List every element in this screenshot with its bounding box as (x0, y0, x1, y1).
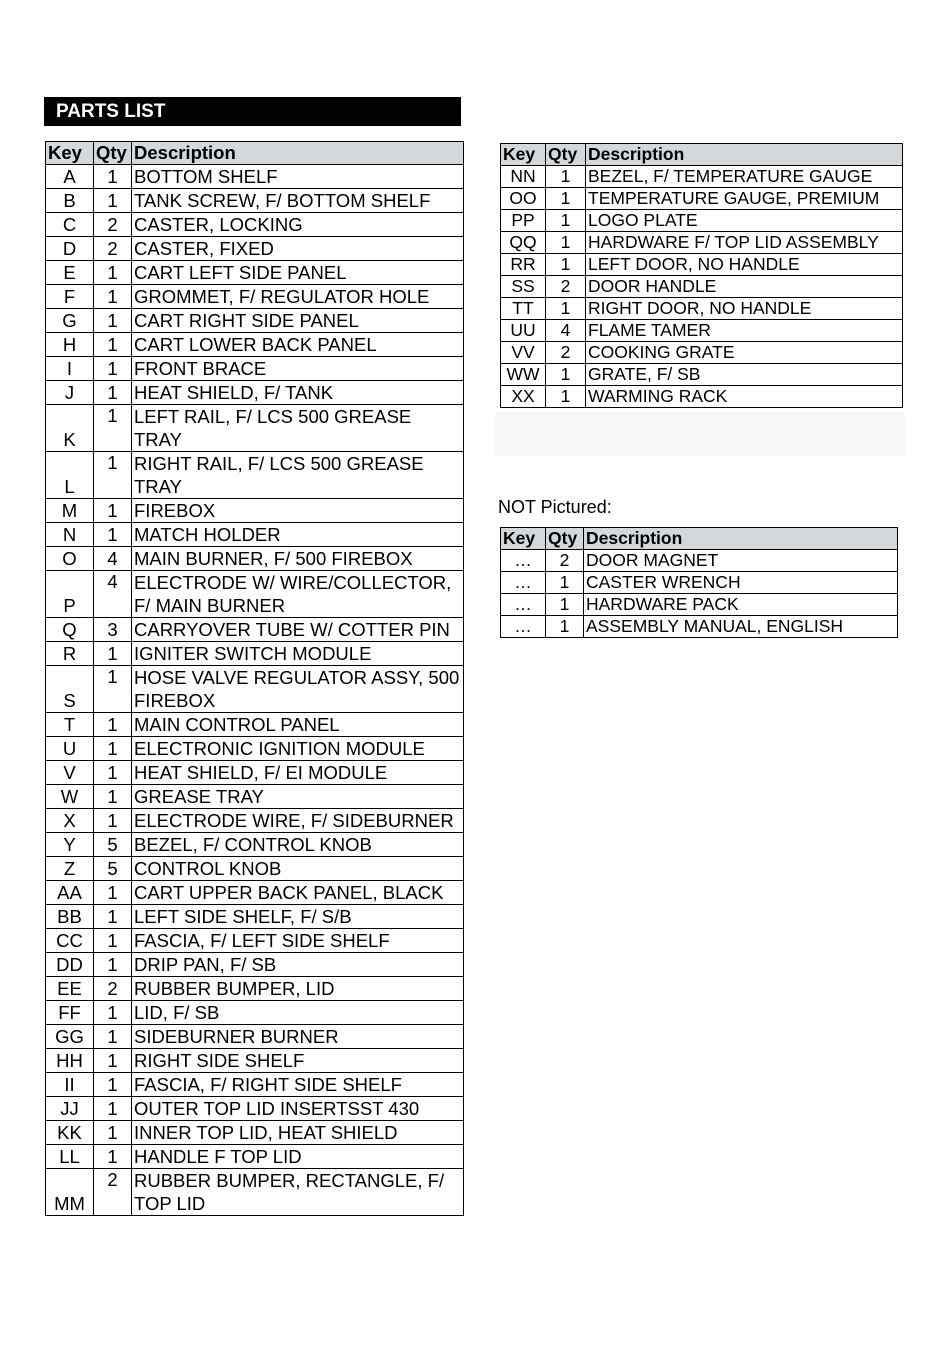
part-description: CART RIGHT SIDE PANEL (132, 309, 464, 333)
table-header-row (46, 142, 464, 165)
part-key: CC (46, 929, 94, 953)
part-description: CART UPPER BACK PANEL, BLACK (132, 881, 464, 905)
table-row (501, 188, 903, 210)
key-header: Key (501, 528, 546, 550)
part-qty: 1 (94, 1097, 132, 1121)
part-qty: 1 (94, 1121, 132, 1145)
part-description: DRIP PAN, F/ SB (132, 953, 464, 977)
part-key: VV (501, 342, 546, 364)
part-key: T (46, 713, 94, 737)
part-qty: 1 (546, 364, 586, 386)
part-description: SIDEBURNER BURNER (132, 1025, 464, 1049)
table-row (46, 857, 464, 881)
main-parts-table (45, 141, 464, 1216)
table-header-row (501, 528, 898, 550)
part-description: LOGO PLATE (586, 210, 903, 232)
part-key: KK (46, 1121, 94, 1145)
part-description: MAIN BURNER, F/ 500 FIREBOX (132, 547, 464, 571)
part-description: GREASE TRAY (132, 785, 464, 809)
part-qty: 1 (546, 232, 586, 254)
part-qty: 2 (546, 342, 586, 364)
part-description: INNER TOP LID, HEAT SHIELD (132, 1121, 464, 1145)
part-description: HOSE VALVE REGULATOR ASSY, 500 FIREBOX (132, 666, 464, 713)
part-qty: 2 (94, 213, 132, 237)
part-key: C (46, 213, 94, 237)
part-description: RIGHT SIDE SHELF (132, 1049, 464, 1073)
part-qty: 1 (94, 761, 132, 785)
part-key: XX (501, 386, 546, 408)
table-row (46, 977, 464, 1001)
part-key: NN (501, 166, 546, 188)
part-key: II (46, 1073, 94, 1097)
part-qty: 1 (94, 1145, 132, 1169)
table-row (46, 929, 464, 953)
part-description: BEZEL, F/ CONTROL KNOB (132, 833, 464, 857)
part-qty: 1 (546, 210, 586, 232)
right-parts-table (500, 143, 903, 408)
qty-header: Qty (94, 142, 132, 165)
table-row (46, 309, 464, 333)
table-row (46, 285, 464, 309)
part-description: IGNITER SWITCH MODULE (132, 642, 464, 666)
part-description: CASTER, FIXED (132, 237, 464, 261)
part-qty: 2 (94, 977, 132, 1001)
table-row (501, 166, 903, 188)
part-description: CASTER, LOCKING (132, 213, 464, 237)
part-qty: 1 (94, 1049, 132, 1073)
part-description: LEFT RAIL, F/ LCS 500 GREASE TRAY (132, 405, 464, 452)
table-row (501, 342, 903, 364)
part-key: … (501, 572, 546, 594)
part-description: CONTROL KNOB (132, 857, 464, 881)
key-header: Key (501, 144, 546, 166)
part-description: HANDLE F TOP LID (132, 1145, 464, 1169)
table-row (46, 905, 464, 929)
parts-list-title: PARTS LIST (44, 97, 461, 126)
part-key: W (46, 785, 94, 809)
part-description: GROMMET, F/ REGULATOR HOLE (132, 285, 464, 309)
part-key: R (46, 642, 94, 666)
part-key: N (46, 523, 94, 547)
key-header: Key (46, 142, 94, 165)
part-qty: 1 (94, 1025, 132, 1049)
part-qty: 1 (546, 572, 584, 594)
part-key: WW (501, 364, 546, 386)
part-key: SS (501, 276, 546, 298)
part-description: CART LEFT SIDE PANEL (132, 261, 464, 285)
part-qty: 1 (94, 523, 132, 547)
part-qty: 1 (94, 405, 132, 452)
part-description: LEFT DOOR, NO HANDLE (586, 254, 903, 276)
part-key: QQ (501, 232, 546, 254)
table-row (501, 364, 903, 386)
table-row (46, 833, 464, 857)
part-description: CART LOWER BACK PANEL (132, 333, 464, 357)
part-key: F (46, 285, 94, 309)
table-row (501, 210, 903, 232)
part-qty: 1 (94, 165, 132, 189)
part-key: AA (46, 881, 94, 905)
table-row (501, 386, 903, 408)
part-qty: 1 (94, 905, 132, 929)
table-row (501, 276, 903, 298)
part-key: LL (46, 1145, 94, 1169)
part-qty: 4 (94, 571, 132, 618)
part-description: FASCIA, F/ RIGHT SIDE SHELF (132, 1073, 464, 1097)
table-row (46, 547, 464, 571)
table-row (46, 189, 464, 213)
part-description: RIGHT RAIL, F/ LCS 500 GREASE TRAY (132, 452, 464, 499)
part-qty: 5 (94, 833, 132, 857)
main-table-body (46, 165, 464, 1216)
part-qty: 1 (546, 594, 584, 616)
table-row (46, 523, 464, 547)
table-row (46, 666, 464, 713)
part-qty: 1 (546, 188, 586, 210)
table-row (46, 1121, 464, 1145)
part-description: FASCIA, F/ LEFT SIDE SHELF (132, 929, 464, 953)
part-description: HARDWARE PACK (584, 594, 898, 616)
part-key: B (46, 189, 94, 213)
table-row (46, 881, 464, 905)
part-qty: 1 (94, 381, 132, 405)
table-row (46, 452, 464, 499)
description-header: Description (586, 144, 903, 166)
part-description: ELECTRONIC IGNITION MODULE (132, 737, 464, 761)
part-description: HEAT SHIELD, F/ TANK (132, 381, 464, 405)
description-header: Description (132, 142, 464, 165)
part-qty: 5 (94, 857, 132, 881)
part-key: TT (501, 298, 546, 320)
part-description: ELECTRODE W/ WIRE/COLLECTOR, F/ MAIN BURNER (132, 571, 464, 618)
part-key: GG (46, 1025, 94, 1049)
table-row (46, 737, 464, 761)
part-qty: 1 (94, 333, 132, 357)
table-row (46, 333, 464, 357)
table-header-row (501, 144, 903, 166)
table-row (46, 1169, 464, 1216)
part-qty: 1 (94, 953, 132, 977)
part-qty: 2 (94, 237, 132, 261)
part-description: WARMING RACK (586, 386, 903, 408)
part-key: Y (46, 833, 94, 857)
part-key: O (46, 547, 94, 571)
qty-header: Qty (546, 528, 584, 550)
not-pictured-table (500, 527, 898, 638)
part-key: MM (46, 1169, 94, 1216)
part-key: V (46, 761, 94, 785)
part-description: FIREBOX (132, 499, 464, 523)
part-key: U (46, 737, 94, 761)
part-qty: 1 (94, 261, 132, 285)
part-description: TANK SCREW, F/ BOTTOM SHELF (132, 189, 464, 213)
table-row (46, 499, 464, 523)
table-row (501, 616, 898, 638)
part-key: EE (46, 977, 94, 1001)
part-key: PP (501, 210, 546, 232)
part-description: MATCH HOLDER (132, 523, 464, 547)
part-description: COOKING GRATE (586, 342, 903, 364)
table-row (46, 1049, 464, 1073)
table-row (501, 298, 903, 320)
part-key: L (46, 452, 94, 499)
part-description: RUBBER BUMPER, RECTANGLE, F/ TOP LID (132, 1169, 464, 1216)
not-pictured-table-body (501, 550, 898, 638)
part-key: JJ (46, 1097, 94, 1121)
part-qty: 1 (94, 737, 132, 761)
part-description: ASSEMBLY MANUAL, ENGLISH (584, 616, 898, 638)
table-row (46, 1001, 464, 1025)
part-key: RR (501, 254, 546, 276)
part-key: I (46, 357, 94, 381)
part-qty: 1 (94, 309, 132, 333)
table-row (501, 594, 898, 616)
part-key: UU (501, 320, 546, 342)
part-qty: 1 (94, 666, 132, 713)
part-key: … (501, 616, 546, 638)
part-qty: 1 (94, 785, 132, 809)
table-row (46, 761, 464, 785)
table-row (46, 618, 464, 642)
part-key: M (46, 499, 94, 523)
part-description: OUTER TOP LID INSERTSST 430 (132, 1097, 464, 1121)
part-key: A (46, 165, 94, 189)
part-qty: 1 (546, 166, 586, 188)
part-description: DOOR MAGNET (584, 550, 898, 572)
part-description: ELECTRODE WIRE, F/ SIDEBURNER (132, 809, 464, 833)
table-row (501, 232, 903, 254)
part-description: RUBBER BUMPER, LID (132, 977, 464, 1001)
not-pictured-label: NOT Pictured: (498, 497, 612, 517)
table-row (501, 320, 903, 342)
table-row (46, 785, 464, 809)
part-key: G (46, 309, 94, 333)
part-description: HARDWARE F/ TOP LID ASSEMBLY (586, 232, 903, 254)
table-row (501, 550, 898, 572)
part-qty: 1 (94, 1001, 132, 1025)
part-qty: 1 (94, 929, 132, 953)
part-key: X (46, 809, 94, 833)
shaded-area (495, 412, 905, 456)
part-key: … (501, 550, 546, 572)
table-row (46, 713, 464, 737)
qty-header: Qty (546, 144, 586, 166)
part-qty: 2 (546, 550, 584, 572)
table-row (46, 642, 464, 666)
part-qty: 1 (94, 285, 132, 309)
part-key: FF (46, 1001, 94, 1025)
table-row (46, 1097, 464, 1121)
part-description: CASTER WRENCH (584, 572, 898, 594)
part-description: TEMPERATURE GAUGE, PREMIUM (586, 188, 903, 210)
part-key: Z (46, 857, 94, 881)
part-description: RIGHT DOOR, NO HANDLE (586, 298, 903, 320)
description-header: Description (584, 528, 898, 550)
part-key: DD (46, 953, 94, 977)
part-qty: 1 (94, 452, 132, 499)
part-description: FLAME TAMER (586, 320, 903, 342)
part-key: J (46, 381, 94, 405)
part-qty: 1 (546, 298, 586, 320)
part-qty: 4 (546, 320, 586, 342)
part-qty: 4 (94, 547, 132, 571)
part-key: E (46, 261, 94, 285)
part-qty: 2 (546, 276, 586, 298)
part-qty: 3 (94, 618, 132, 642)
part-qty: 1 (94, 1073, 132, 1097)
table-row (46, 953, 464, 977)
part-description: LID, F/ SB (132, 1001, 464, 1025)
part-qty: 1 (94, 357, 132, 381)
right-table-body (501, 166, 903, 408)
part-qty: 1 (94, 713, 132, 737)
part-description: BOTTOM SHELF (132, 165, 464, 189)
part-key: … (501, 594, 546, 616)
table-row (46, 809, 464, 833)
part-description: GRATE, F/ SB (586, 364, 903, 386)
table-row (46, 213, 464, 237)
part-description: HEAT SHIELD, F/ EI MODULE (132, 761, 464, 785)
part-qty: 1 (94, 499, 132, 523)
part-qty: 1 (546, 386, 586, 408)
part-qty: 1 (94, 189, 132, 213)
table-row (46, 237, 464, 261)
table-row (46, 1145, 464, 1169)
part-key: OO (501, 188, 546, 210)
part-key: Q (46, 618, 94, 642)
part-qty: 1 (546, 254, 586, 276)
table-row (46, 571, 464, 618)
table-row (46, 357, 464, 381)
part-description: FRONT BRACE (132, 357, 464, 381)
table-row (501, 254, 903, 276)
table-row (46, 165, 464, 189)
part-description: LEFT SIDE SHELF, F/ S/B (132, 905, 464, 929)
part-description: BEZEL, F/ TEMPERATURE GAUGE (586, 166, 903, 188)
table-row (46, 1073, 464, 1097)
part-key: HH (46, 1049, 94, 1073)
part-key: K (46, 405, 94, 452)
part-description: DOOR HANDLE (586, 276, 903, 298)
part-qty: 1 (94, 881, 132, 905)
part-key: D (46, 237, 94, 261)
part-description: MAIN CONTROL PANEL (132, 713, 464, 737)
table-row (46, 261, 464, 285)
table-row (46, 381, 464, 405)
part-description: CARRYOVER TUBE W/ COTTER PIN (132, 618, 464, 642)
table-row (46, 405, 464, 452)
part-key: S (46, 666, 94, 713)
part-qty: 2 (94, 1169, 132, 1216)
table-row (46, 1025, 464, 1049)
part-key: P (46, 571, 94, 618)
part-qty: 1 (546, 616, 584, 638)
part-key: BB (46, 905, 94, 929)
part-qty: 1 (94, 642, 132, 666)
table-row (501, 572, 898, 594)
part-key: H (46, 333, 94, 357)
part-qty: 1 (94, 809, 132, 833)
